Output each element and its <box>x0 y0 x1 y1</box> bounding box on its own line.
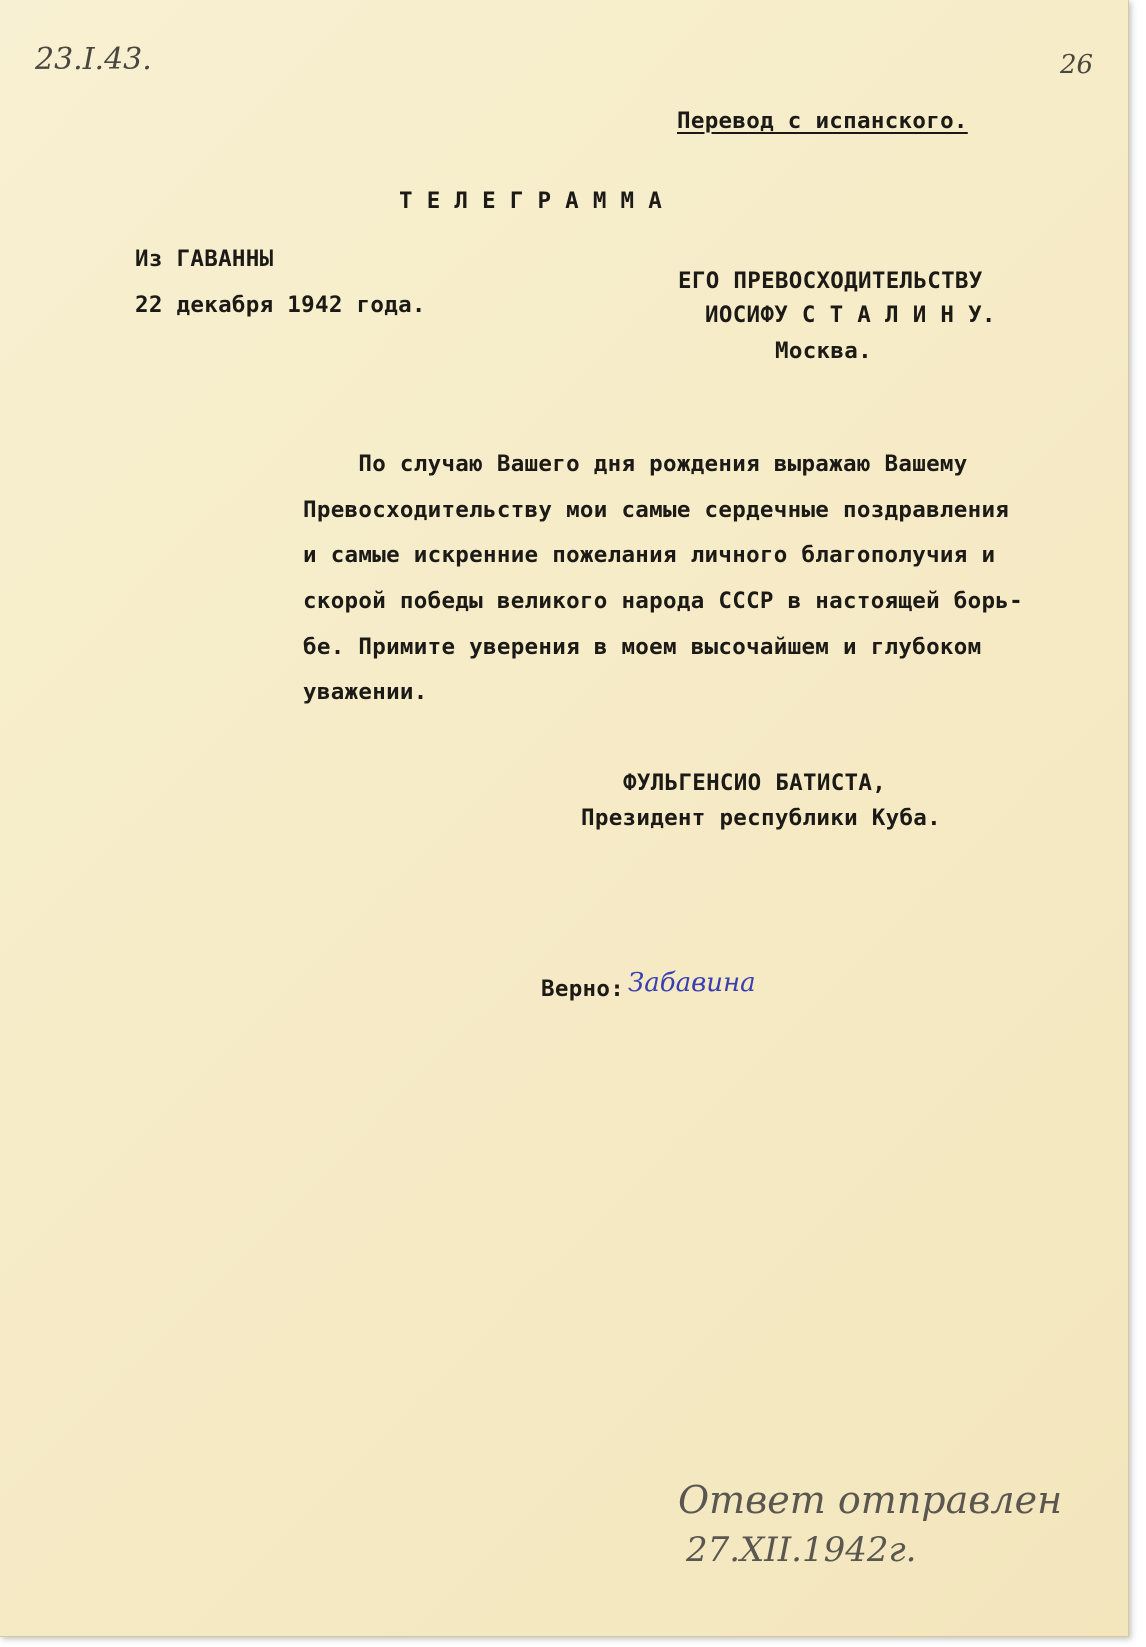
recipient-line-2: ИОСИФУ С Т А Л И Н У. <box>705 302 996 328</box>
recipient-line-1: ЕГО ПРЕВОСХОДИТЕЛЬСТВУ <box>678 268 983 294</box>
certification-signature: Забавина <box>628 968 756 998</box>
recipient-city: Москва. <box>775 338 872 364</box>
sender-origin: Из ГАВАННЫ <box>135 246 274 272</box>
body-line: и самые искренние пожелания личного благополучия и <box>303 542 996 568</box>
page-number: 26 <box>1060 50 1094 80</box>
certification-label: Верно: <box>541 976 625 1002</box>
top-left-date-mark: 23.I.43. <box>35 42 152 77</box>
body-line: скорой победы великого народа СССР в настоящей борь- <box>303 588 1023 614</box>
handwritten-note-line-2: 27.XII.1942г. <box>686 1530 917 1570</box>
body-line: бе. Примите уверения в моем высочайшем и глубоком <box>303 634 982 660</box>
sender-date: 22 декабря 1942 года. <box>135 292 426 318</box>
document-title: Т Е Л Е Г Р А М М А <box>399 188 663 214</box>
body-line: По случаю Вашего дня рождения выражаю Вашему <box>303 451 968 477</box>
body-line: Превосходительству мои самые сердечные поздравления <box>303 497 1010 523</box>
body-line: уважении. <box>303 679 428 705</box>
handwritten-note-line-1: Ответ отправлен <box>678 1478 1063 1522</box>
translation-note: Перевод с испанского. <box>677 108 968 134</box>
signature-name: ФУЛЬГЕНСИО БАТИСТА, <box>623 770 887 796</box>
signature-title: Президент республики Куба. <box>581 805 941 831</box>
